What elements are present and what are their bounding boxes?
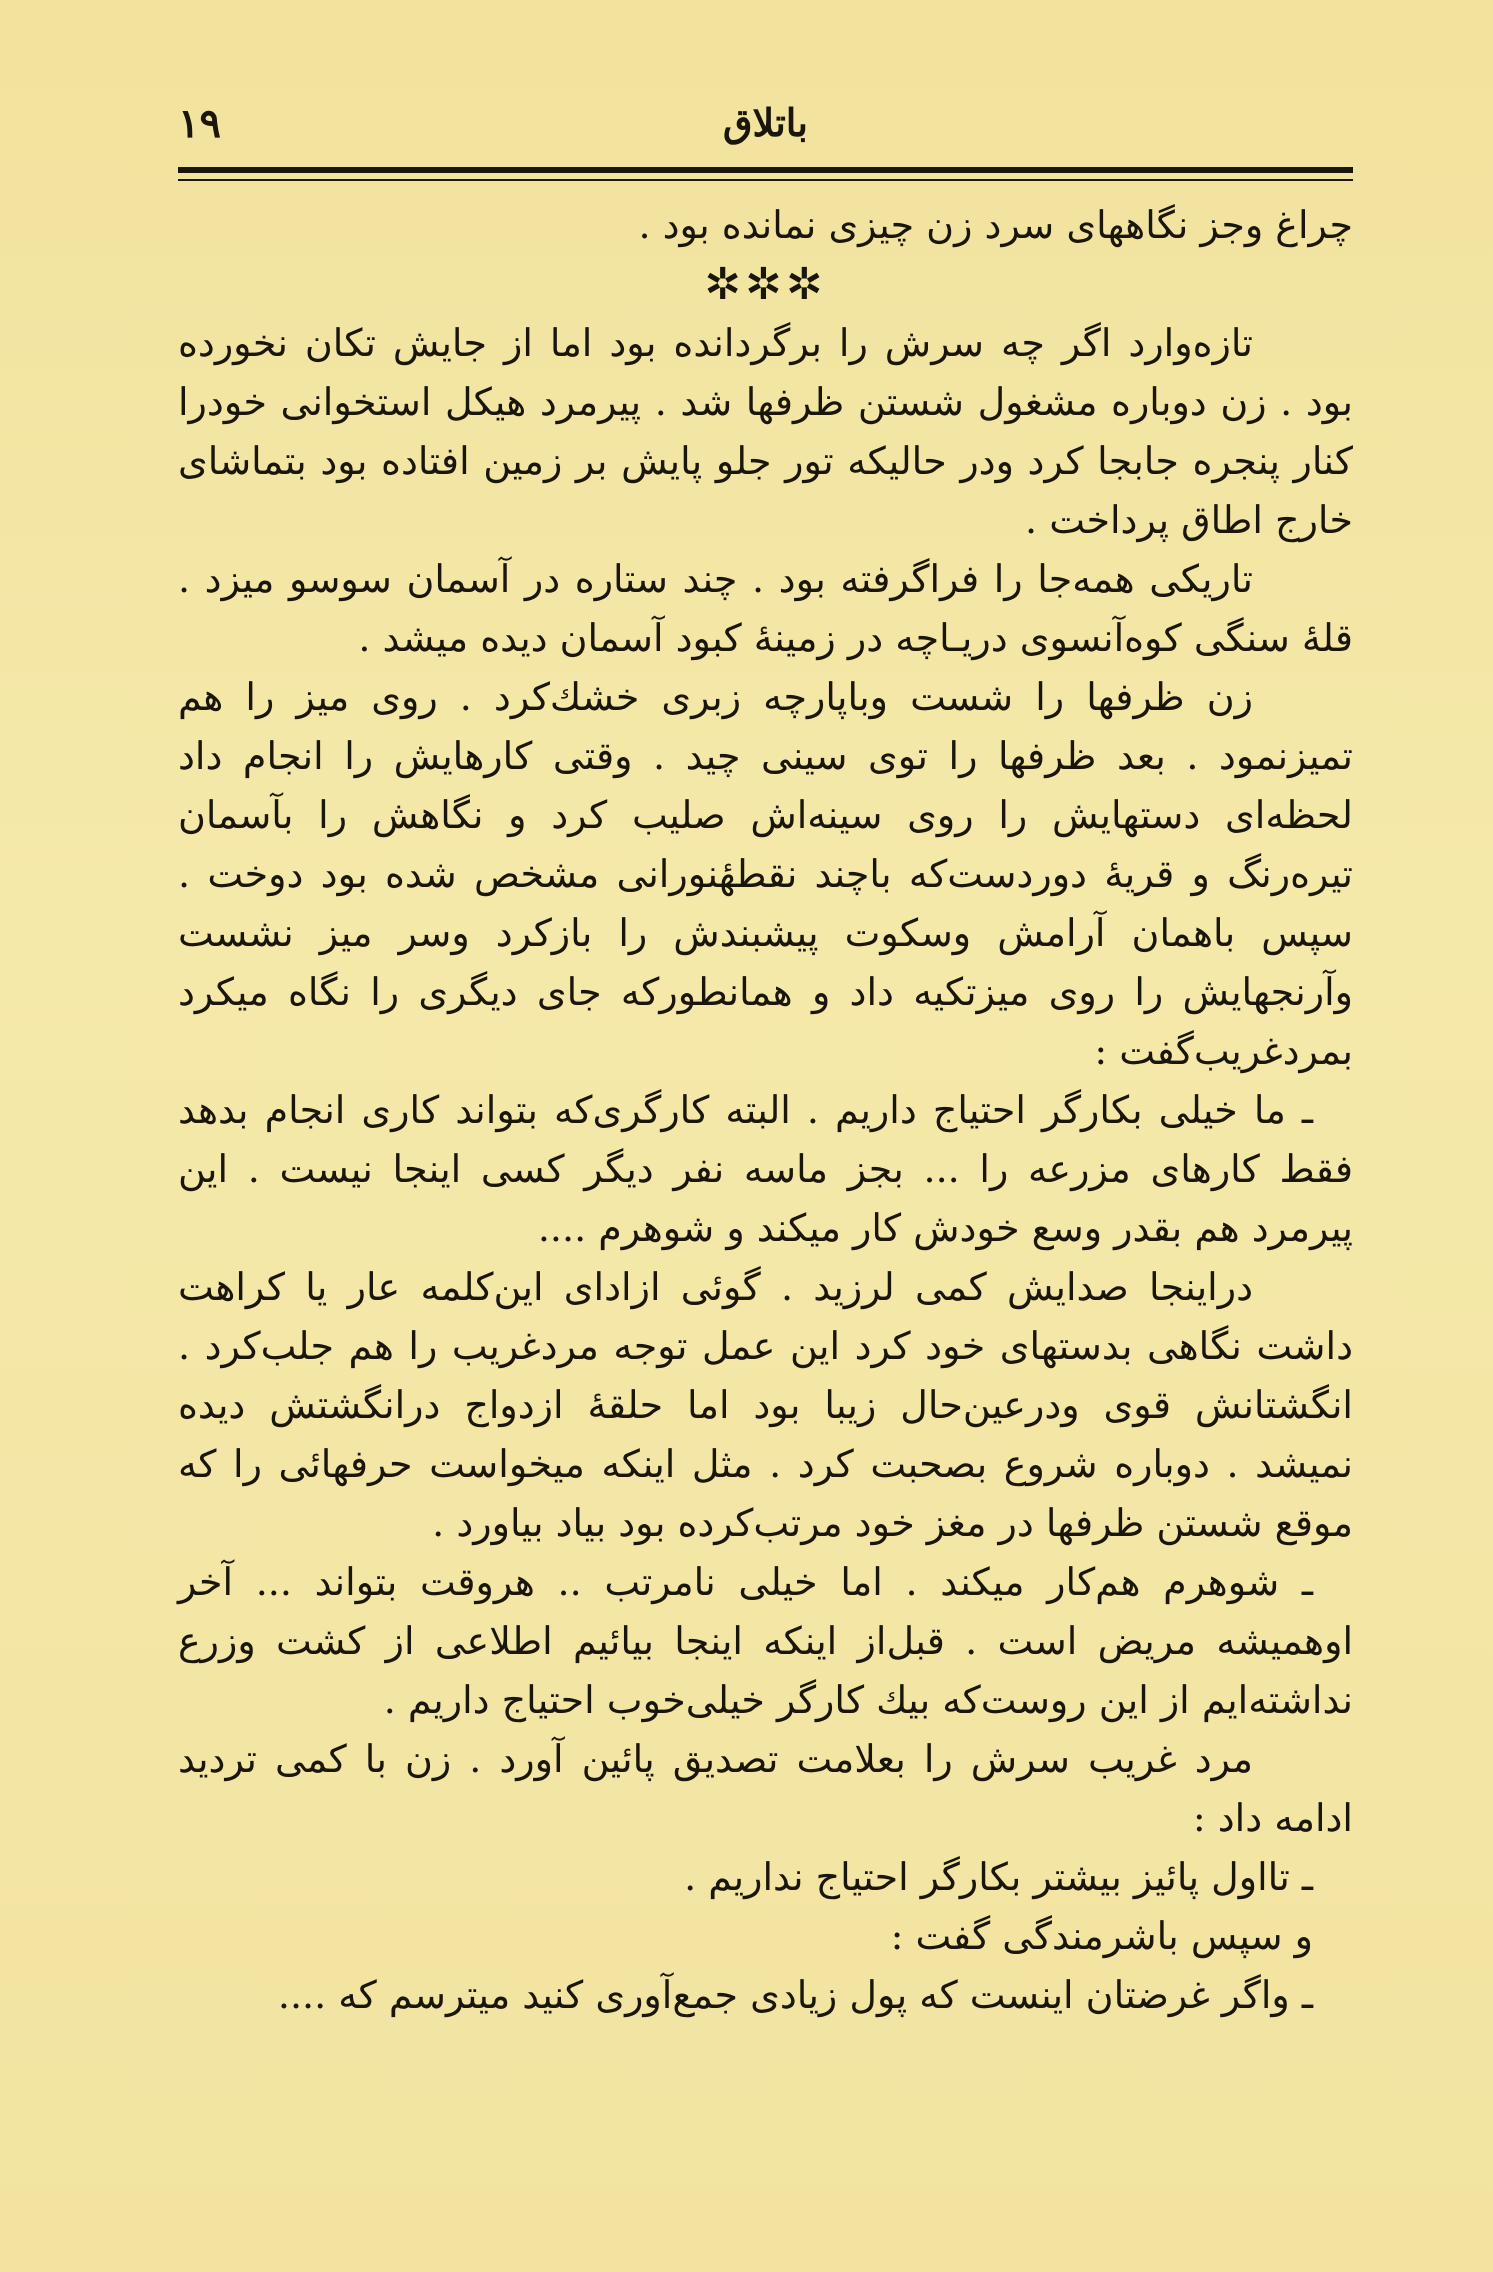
dialogue-paragraph: ـ تااول پائیز بیشتر بکارگر احتیاج نداریم . bbox=[684, 1855, 1313, 1899]
paragraph: زن ظرفها را شست وباپارچه زبری خشك‌کرد . روی میز را هم تمیزنمود . بعد ظرفها را توی سینی چید . وقتی کارهایش را انجام داد لحظه‌ای دستهایش را روی سینه‌اش صلیب کرد و نگاهش را بآسمان تیره‌رنگ و قریهٔ دوردست‌که باچند نقطهٔنورانی مشخص شده بود دوخت . سپس باهمان آرامش وسکوت پیشبندش را بازکرد وسر میز نشست وآرنجهایش را روی میزتکیه داد و همانطورکه جای دیگری را نگاه میکرد بمردغریب‌گفت : bbox=[178, 675, 1354, 1073]
paragraph: و سپس باشرمندگی گفت : bbox=[890, 1914, 1313, 1958]
page-header bbox=[178, 100, 1353, 170]
body-text bbox=[178, 196, 1353, 2025]
dialogue-paragraph: ـ ما خیلی بکارگر احتیاج داریم . البته کارگری‌که بتواند کاری انجام بدهد فقط کارهای مزرعه را ... بجز ماسه نفر دیگر کسی اینجا نیست . این پیرمرد هم بقدر وسع خودش کار میکند و شوهرم .... bbox=[178, 1088, 1353, 1250]
dialogue-paragraph: ـ واگر غرضتان اینست که پول زیادی جمع‌آوری کنید میترسم که .... bbox=[277, 1973, 1313, 2017]
paragraph: تازه‌وارد اگر چه سرش را برگردانده بود اما از جایش تکان نخورده بود . زن دوباره مشغول شستن ظرفها شد . پیرمرد هیکل استخوانی خودرا کنار پنجره جابجا کرد ودر حالیکه تور جلو پایش بر زمین افتاده بود بتماشای خارج اطاق پرداخت . bbox=[178, 321, 1353, 542]
header-rule-thick bbox=[178, 167, 1353, 173]
paragraph: تاریکی همه‌جا را فراگرفته بود . چند ستاره در آسمان سوسو میزد . قلهٔ سنگی کوه‌آنسوی دریـاچه در زمینهٔ کبود آسمان دیده میشد . bbox=[178, 557, 1353, 660]
paragraph: چراغ وجز نگاههای سرد زن چیزی نمانده بود . bbox=[638, 203, 1353, 247]
section-separator: ✲✲✲ bbox=[704, 259, 827, 310]
running-title: باتلاق bbox=[723, 100, 808, 145]
page-number: ۱۹ bbox=[178, 100, 221, 147]
paragraph: دراینجا صدایش کمی لرزید . گوئی ازادای این‌کلمه عار یا کراهت داشت نگاهی بدستهای خود کرد این عمل توجه مردغریب را هم جلب‌کرد . انگشتانش قوی ودرعین‌حال زیبا بود اما حلقهٔ ازدواج درانگشتش دیده نمیشد . دوباره شروع بصحبت کرد . مثل اینکه میخواست حرفهائی را که موقع شستن ظرفها در مغز خود مرتب‌کرده بود بیاد بیاورد . bbox=[178, 1265, 1353, 1545]
dialogue-paragraph: ـ شوهرم هم‌کار میکند . اما خیلی نامرتب .. هروقت بتواند ... آخر اوهمیشه مریض است . قبل‌از اینکه اینجا بیائیم اطلاعی از کشت وزرع نداشته‌ایم از این روست‌که بیك کارگر خیلی‌خوب احتیاج داریم . bbox=[178, 1560, 1353, 1722]
paragraph: مرد غریب سرش را بعلامت تصدیق پائین آورد . زن با کمی تردید ادامه داد : bbox=[178, 1737, 1353, 1840]
header-rule-thin bbox=[178, 179, 1353, 181]
